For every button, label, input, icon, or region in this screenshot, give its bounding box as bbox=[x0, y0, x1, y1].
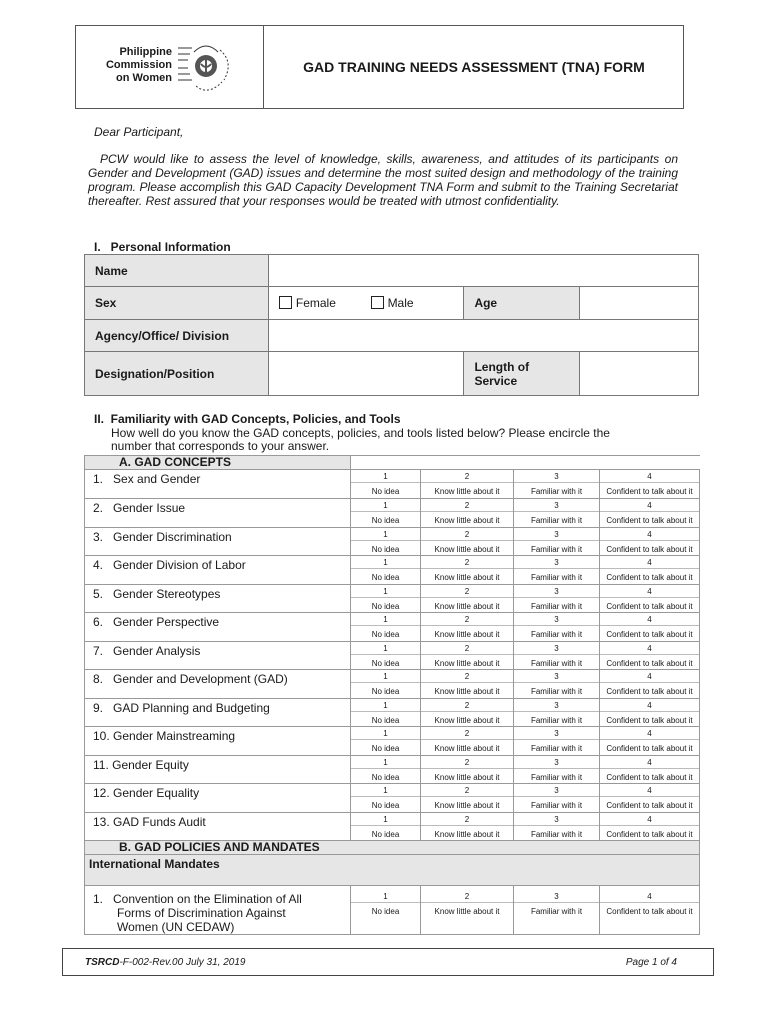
scale-number[interactable]: 2 bbox=[464, 586, 470, 596]
concept-1-scale-2[interactable] bbox=[421, 470, 514, 499]
scale-label: No idea bbox=[351, 902, 420, 917]
scale-label: Know little about it bbox=[421, 768, 513, 783]
sex-options bbox=[268, 287, 464, 320]
concept-9-scale-2[interactable] bbox=[421, 698, 514, 727]
scale-number[interactable]: 3 bbox=[554, 892, 559, 901]
concept-8-scale-2[interactable] bbox=[421, 670, 514, 699]
concept-row bbox=[85, 784, 700, 813]
scale-label: Know little about it bbox=[421, 796, 513, 811]
scale-number[interactable]: 3 bbox=[554, 472, 559, 481]
scale-number[interactable]: 4 bbox=[647, 729, 652, 738]
form-code-rest: -F-002-Rev.00 July 31, 2019 bbox=[119, 957, 246, 968]
scale-number[interactable]: 1 bbox=[383, 700, 388, 710]
scale-label: Confident to talk about it bbox=[600, 902, 699, 917]
age-label: Age bbox=[464, 287, 580, 320]
scale-label: Know little about it bbox=[421, 540, 513, 555]
length-of-service-label-line-1: Length of bbox=[474, 359, 530, 374]
form-header bbox=[75, 25, 684, 109]
scale-label: Know little about it bbox=[421, 739, 513, 754]
scale-label: No idea bbox=[351, 739, 420, 754]
name-label: Name bbox=[85, 255, 269, 287]
scale-label: No idea bbox=[351, 482, 420, 497]
concept-name: 2. Gender Issue bbox=[85, 499, 351, 528]
concept-row bbox=[85, 755, 700, 784]
band-gad-concepts: A. GAD CONCEPTS bbox=[85, 456, 351, 470]
length-of-service-field[interactable] bbox=[580, 352, 699, 396]
scale-number[interactable]: 3 bbox=[554, 586, 559, 596]
concept-4-scale-2[interactable] bbox=[421, 556, 514, 585]
scale-label: Confident to talk about it bbox=[600, 768, 699, 783]
concept-4-scale-1[interactable] bbox=[351, 556, 421, 585]
scale-label: Familiar with it bbox=[514, 739, 599, 754]
international-mandates-label: International Mandates bbox=[85, 855, 700, 886]
intro-paragraph bbox=[88, 152, 678, 208]
concept-13-scale-4[interactable] bbox=[600, 812, 700, 841]
concept-2-scale-1[interactable] bbox=[351, 499, 421, 528]
scale-number[interactable]: 3 bbox=[554, 615, 559, 624]
scale-number[interactable]: 4 bbox=[647, 558, 652, 567]
scale-number[interactable]: 2 bbox=[464, 558, 470, 567]
scale-number[interactable]: 1 bbox=[383, 586, 388, 596]
concept-row bbox=[85, 584, 700, 613]
scale-number[interactable]: 4 bbox=[647, 892, 652, 901]
mandate-name-line3: Women (UN CEDAW) bbox=[117, 920, 235, 934]
male-label: Male bbox=[387, 296, 414, 310]
female-label: Female bbox=[295, 296, 336, 310]
concept-name: 9. GAD Planning and Budgeting bbox=[85, 698, 351, 727]
intro-paragraph-text: PCW would like to assess the level of knowledge, skills, awareness, and attitudes of its participants on Gender and Development (GAD) issues and determine the most suited design and methodology of the training program. Please accomplish this GAD Capacity Development TNA Form and submit to the Training Secretariat thereafter. Rest assured that your responses would be treated with utmost confidentiality. bbox=[88, 152, 678, 208]
concept-name: 3. Gender Discrimination bbox=[85, 527, 351, 556]
scale-label: No idea bbox=[351, 625, 420, 640]
scale-number[interactable]: 2 bbox=[464, 615, 470, 624]
mandate-1-scale-3[interactable] bbox=[514, 886, 600, 935]
concept-11-scale-3[interactable] bbox=[514, 755, 600, 784]
scale-label: Familiar with it bbox=[514, 768, 599, 783]
scale-label: Know little about it bbox=[421, 511, 513, 526]
pcw-logo-icon bbox=[176, 42, 238, 94]
scale-number[interactable]: 2 bbox=[464, 814, 470, 824]
scale-number[interactable]: 3 bbox=[554, 757, 559, 767]
scale-number[interactable]: 4 bbox=[647, 501, 652, 510]
concept-13-scale-3[interactable] bbox=[514, 812, 600, 841]
concept-row bbox=[85, 641, 700, 670]
scale-number[interactable]: 1 bbox=[383, 729, 388, 738]
scale-label: Familiar with it bbox=[514, 568, 599, 583]
concept-10-scale-4[interactable] bbox=[600, 727, 700, 756]
section-2-instructions bbox=[111, 427, 610, 453]
scale-number[interactable]: 4 bbox=[647, 786, 652, 795]
scale-label: No idea bbox=[351, 597, 420, 612]
concept-row bbox=[85, 698, 700, 727]
scale-label: Confident to talk about it bbox=[600, 711, 699, 726]
scale-label: Know little about it bbox=[421, 825, 513, 840]
scale-label: Know little about it bbox=[421, 597, 513, 612]
band-gad-policies: B. GAD POLICIES AND MANDATES bbox=[85, 841, 700, 855]
scale-number[interactable]: 2 bbox=[464, 672, 470, 681]
scale-number[interactable]: 3 bbox=[554, 529, 559, 539]
scale-number[interactable]: 2 bbox=[464, 472, 470, 481]
page-footer bbox=[62, 948, 714, 976]
scale-label: Know little about it bbox=[421, 654, 513, 669]
scale-number[interactable]: 1 bbox=[383, 643, 388, 653]
concept-name: 7. Gender Analysis bbox=[85, 641, 351, 670]
scale-number[interactable]: 4 bbox=[647, 700, 652, 710]
sex-label: Sex bbox=[85, 287, 269, 320]
concept-row bbox=[85, 613, 700, 642]
form-code bbox=[85, 957, 245, 968]
scale-number[interactable]: 2 bbox=[464, 786, 470, 795]
scale-label: Confident to talk about it bbox=[600, 682, 699, 697]
greeting: Dear Participant, bbox=[94, 125, 184, 139]
concept-3-scale-4[interactable] bbox=[600, 527, 700, 556]
scale-label: No idea bbox=[351, 825, 420, 840]
concept-6-scale-3[interactable] bbox=[514, 613, 600, 642]
scale-number[interactable]: 1 bbox=[383, 472, 388, 481]
scale-number[interactable]: 1 bbox=[383, 757, 388, 767]
scale-label: Know little about it bbox=[421, 902, 513, 917]
scale-number[interactable]: 4 bbox=[647, 814, 652, 824]
concept-4-scale-4[interactable] bbox=[600, 556, 700, 585]
scale-label: Confident to talk about it bbox=[600, 597, 699, 612]
concept-5-scale-1[interactable] bbox=[351, 584, 421, 613]
section-1-heading: I. Personal Information bbox=[94, 240, 231, 254]
mandate-1-scale-4[interactable] bbox=[600, 886, 700, 935]
scale-number[interactable]: 1 bbox=[383, 786, 388, 795]
concept-8-scale-1[interactable] bbox=[351, 670, 421, 699]
designation-label: Designation/Position bbox=[85, 352, 269, 396]
scale-number[interactable]: 3 bbox=[554, 814, 559, 824]
scale-label: Know little about it bbox=[421, 625, 513, 640]
agency-label: Agency/Office/ Division bbox=[85, 320, 269, 352]
concept-5-scale-2[interactable] bbox=[421, 584, 514, 613]
scale-label: Know little about it bbox=[421, 568, 513, 583]
form-title: GAD TRAINING NEEDS ASSESSMENT (TNA) FORM bbox=[303, 59, 645, 75]
scale-number[interactable]: 4 bbox=[647, 615, 652, 624]
concept-5-scale-4[interactable] bbox=[600, 584, 700, 613]
instructions-line-2: number that corresponds to your answer. bbox=[111, 439, 330, 453]
page-number: Page 1 of 4 bbox=[625, 957, 677, 968]
scale-label: Confident to talk about it bbox=[600, 511, 699, 526]
scale-number[interactable]: 1 bbox=[383, 529, 388, 539]
concept-name: 11. Gender Equity bbox=[85, 755, 351, 784]
concept-name: 8. Gender and Development (GAD) bbox=[85, 670, 351, 699]
scale-number[interactable]: 4 bbox=[647, 586, 652, 596]
concept-row bbox=[85, 670, 700, 699]
name-field[interactable] bbox=[268, 255, 698, 287]
concept-3-scale-1[interactable] bbox=[351, 527, 421, 556]
concept-10-scale-1[interactable] bbox=[351, 727, 421, 756]
mandate-name bbox=[85, 886, 351, 935]
mandate-1-scale-1[interactable] bbox=[351, 886, 421, 935]
band-gad-concepts-spacer bbox=[351, 456, 700, 470]
scale-label: Confident to talk about it bbox=[600, 654, 699, 669]
scale-label: Familiar with it bbox=[514, 511, 599, 526]
concept-2-scale-4[interactable] bbox=[600, 499, 700, 528]
concept-8-scale-3[interactable] bbox=[514, 670, 600, 699]
concept-13-scale-2[interactable] bbox=[421, 812, 514, 841]
scale-number[interactable]: 4 bbox=[647, 672, 652, 681]
scale-label: No idea bbox=[351, 682, 420, 697]
mandate-row bbox=[85, 886, 700, 935]
concept-12-scale-2[interactable] bbox=[421, 784, 514, 813]
scale-number[interactable]: 2 bbox=[464, 757, 470, 767]
female-checkbox[interactable] bbox=[279, 296, 292, 309]
scale-label: No idea bbox=[351, 654, 420, 669]
scale-label: Confident to talk about it bbox=[600, 739, 699, 754]
concept-11-scale-1[interactable] bbox=[351, 755, 421, 784]
scale-number[interactable]: 4 bbox=[647, 643, 652, 653]
scale-label: Familiar with it bbox=[514, 711, 599, 726]
concept-1-scale-3[interactable] bbox=[514, 470, 600, 499]
concept-name: 1. Sex and Gender bbox=[85, 470, 351, 499]
scale-number[interactable]: 2 bbox=[464, 501, 470, 510]
concept-7-scale-3[interactable] bbox=[514, 641, 600, 670]
concept-13-scale-1[interactable] bbox=[351, 812, 421, 841]
scale-label: No idea bbox=[351, 796, 420, 811]
scale-number[interactable]: 4 bbox=[647, 529, 652, 539]
scale-number[interactable]: 3 bbox=[554, 786, 559, 795]
concept-row bbox=[85, 556, 700, 585]
concept-name: 12. Gender Equality bbox=[85, 784, 351, 813]
scale-label: Confident to talk about it bbox=[600, 482, 699, 497]
length-of-service-label bbox=[464, 352, 580, 396]
concept-9-scale-1[interactable] bbox=[351, 698, 421, 727]
scale-label: Know little about it bbox=[421, 711, 513, 726]
scale-label: Confident to talk about it bbox=[600, 625, 699, 640]
scale-label: No idea bbox=[351, 540, 420, 555]
concept-6-scale-4[interactable] bbox=[600, 613, 700, 642]
concept-6-scale-1[interactable] bbox=[351, 613, 421, 642]
concept-2-scale-2[interactable] bbox=[421, 499, 514, 528]
concept-row bbox=[85, 727, 700, 756]
concept-11-scale-2[interactable] bbox=[421, 755, 514, 784]
concept-name: 10. Gender Mainstreaming bbox=[85, 727, 351, 756]
concept-6-scale-2[interactable] bbox=[421, 613, 514, 642]
scale-number[interactable]: 3 bbox=[554, 643, 559, 653]
scale-label: Familiar with it bbox=[514, 597, 599, 612]
mandate-name-line1: 1. Convention on the Elimination of All bbox=[93, 892, 302, 906]
scale-number[interactable]: 3 bbox=[554, 729, 559, 738]
concept-2-scale-3[interactable] bbox=[514, 499, 600, 528]
scale-label: Familiar with it bbox=[514, 540, 599, 555]
scale-number[interactable]: 4 bbox=[647, 757, 652, 767]
concepts-table bbox=[84, 455, 700, 935]
scale-label: Confident to talk about it bbox=[600, 540, 699, 555]
personal-info-table bbox=[84, 254, 699, 396]
scale-number[interactable]: 2 bbox=[464, 729, 470, 738]
concept-10-scale-3[interactable] bbox=[514, 727, 600, 756]
scale-number[interactable]: 1 bbox=[383, 814, 388, 824]
scale-number[interactable]: 3 bbox=[554, 501, 559, 510]
org-name bbox=[90, 46, 172, 85]
scale-label: No idea bbox=[351, 711, 420, 726]
scale-number[interactable]: 4 bbox=[647, 472, 652, 481]
scale-number[interactable]: 2 bbox=[464, 529, 470, 539]
concept-row bbox=[85, 470, 700, 499]
scale-label: No idea bbox=[351, 768, 420, 783]
concept-11-scale-4[interactable] bbox=[600, 755, 700, 784]
concept-4-scale-3[interactable] bbox=[514, 556, 600, 585]
org-name-line-1: Philippine bbox=[119, 46, 172, 58]
designation-field[interactable] bbox=[268, 352, 464, 396]
scale-number[interactable]: 2 bbox=[464, 700, 470, 710]
concept-name: 4. Gender Division of Labor bbox=[85, 556, 351, 585]
concept-12-scale-4[interactable] bbox=[600, 784, 700, 813]
concept-12-scale-1[interactable] bbox=[351, 784, 421, 813]
length-of-service-label-line-2: Service bbox=[474, 373, 518, 388]
concept-1-scale-4[interactable] bbox=[600, 470, 700, 499]
concept-7-scale-4[interactable] bbox=[600, 641, 700, 670]
scale-number[interactable]: 3 bbox=[554, 700, 559, 710]
concept-name: 6. Gender Perspective bbox=[85, 613, 351, 642]
scale-number[interactable]: 1 bbox=[383, 558, 388, 567]
concept-row bbox=[85, 527, 700, 556]
scale-number[interactable]: 2 bbox=[464, 643, 470, 653]
concept-row bbox=[85, 499, 700, 528]
concept-9-scale-4[interactable] bbox=[600, 698, 700, 727]
scale-label: Familiar with it bbox=[514, 625, 599, 640]
scale-label: Familiar with it bbox=[514, 796, 599, 811]
scale-label: No idea bbox=[351, 568, 420, 583]
scale-number[interactable]: 1 bbox=[383, 501, 388, 510]
concept-12-scale-3[interactable] bbox=[514, 784, 600, 813]
scale-label: Familiar with it bbox=[514, 902, 599, 917]
concept-name: 5. Gender Stereotypes bbox=[85, 584, 351, 613]
scale-number[interactable]: 1 bbox=[383, 672, 388, 681]
male-checkbox[interactable] bbox=[371, 296, 384, 309]
section-2-heading: II. Familiarity with GAD Concepts, Policies, and Tools bbox=[94, 412, 401, 426]
scale-label: Confident to talk about it bbox=[600, 568, 699, 583]
agency-field[interactable] bbox=[268, 320, 698, 352]
scale-number[interactable]: 1 bbox=[383, 892, 388, 901]
scale-label: Familiar with it bbox=[514, 682, 599, 697]
concept-name: 13. GAD Funds Audit bbox=[85, 812, 351, 841]
form-code-prefix: TSRCD bbox=[85, 957, 120, 968]
scale-label: Familiar with it bbox=[514, 482, 599, 497]
concept-7-scale-2[interactable] bbox=[421, 641, 514, 670]
concept-5-scale-3[interactable] bbox=[514, 584, 600, 613]
scale-number[interactable]: 1 bbox=[383, 615, 388, 624]
scale-number[interactable]: 2 bbox=[464, 892, 470, 901]
concept-8-scale-4[interactable] bbox=[600, 670, 700, 699]
scale-label: Confident to talk about it bbox=[600, 796, 699, 811]
scale-number[interactable]: 3 bbox=[554, 672, 559, 681]
scale-label: Confident to talk about it bbox=[600, 825, 699, 840]
age-field[interactable] bbox=[580, 287, 699, 320]
concept-3-scale-2[interactable] bbox=[421, 527, 514, 556]
instructions-line-1: How well do you know the GAD concepts, policies, and tools listed below? Please encircle the bbox=[111, 426, 610, 440]
concept-10-scale-2[interactable] bbox=[421, 727, 514, 756]
org-name-line-2: Commission bbox=[105, 59, 172, 71]
scale-label: Know little about it bbox=[421, 482, 513, 497]
mandate-1-scale-2[interactable] bbox=[421, 886, 514, 935]
scale-label: Know little about it bbox=[421, 682, 513, 697]
scale-label: Familiar with it bbox=[514, 654, 599, 669]
concept-3-scale-3[interactable] bbox=[514, 527, 600, 556]
scale-label: No idea bbox=[351, 511, 420, 526]
scale-label: Familiar with it bbox=[514, 825, 599, 840]
mandate-name-line2: Forms of Discrimination Against bbox=[117, 906, 286, 920]
concept-9-scale-3[interactable] bbox=[514, 698, 600, 727]
concept-1-scale-1[interactable] bbox=[351, 470, 421, 499]
concept-7-scale-1[interactable] bbox=[351, 641, 421, 670]
org-name-line-3: on Women bbox=[115, 72, 172, 84]
scale-number[interactable]: 3 bbox=[554, 558, 559, 567]
concept-row bbox=[85, 812, 700, 841]
